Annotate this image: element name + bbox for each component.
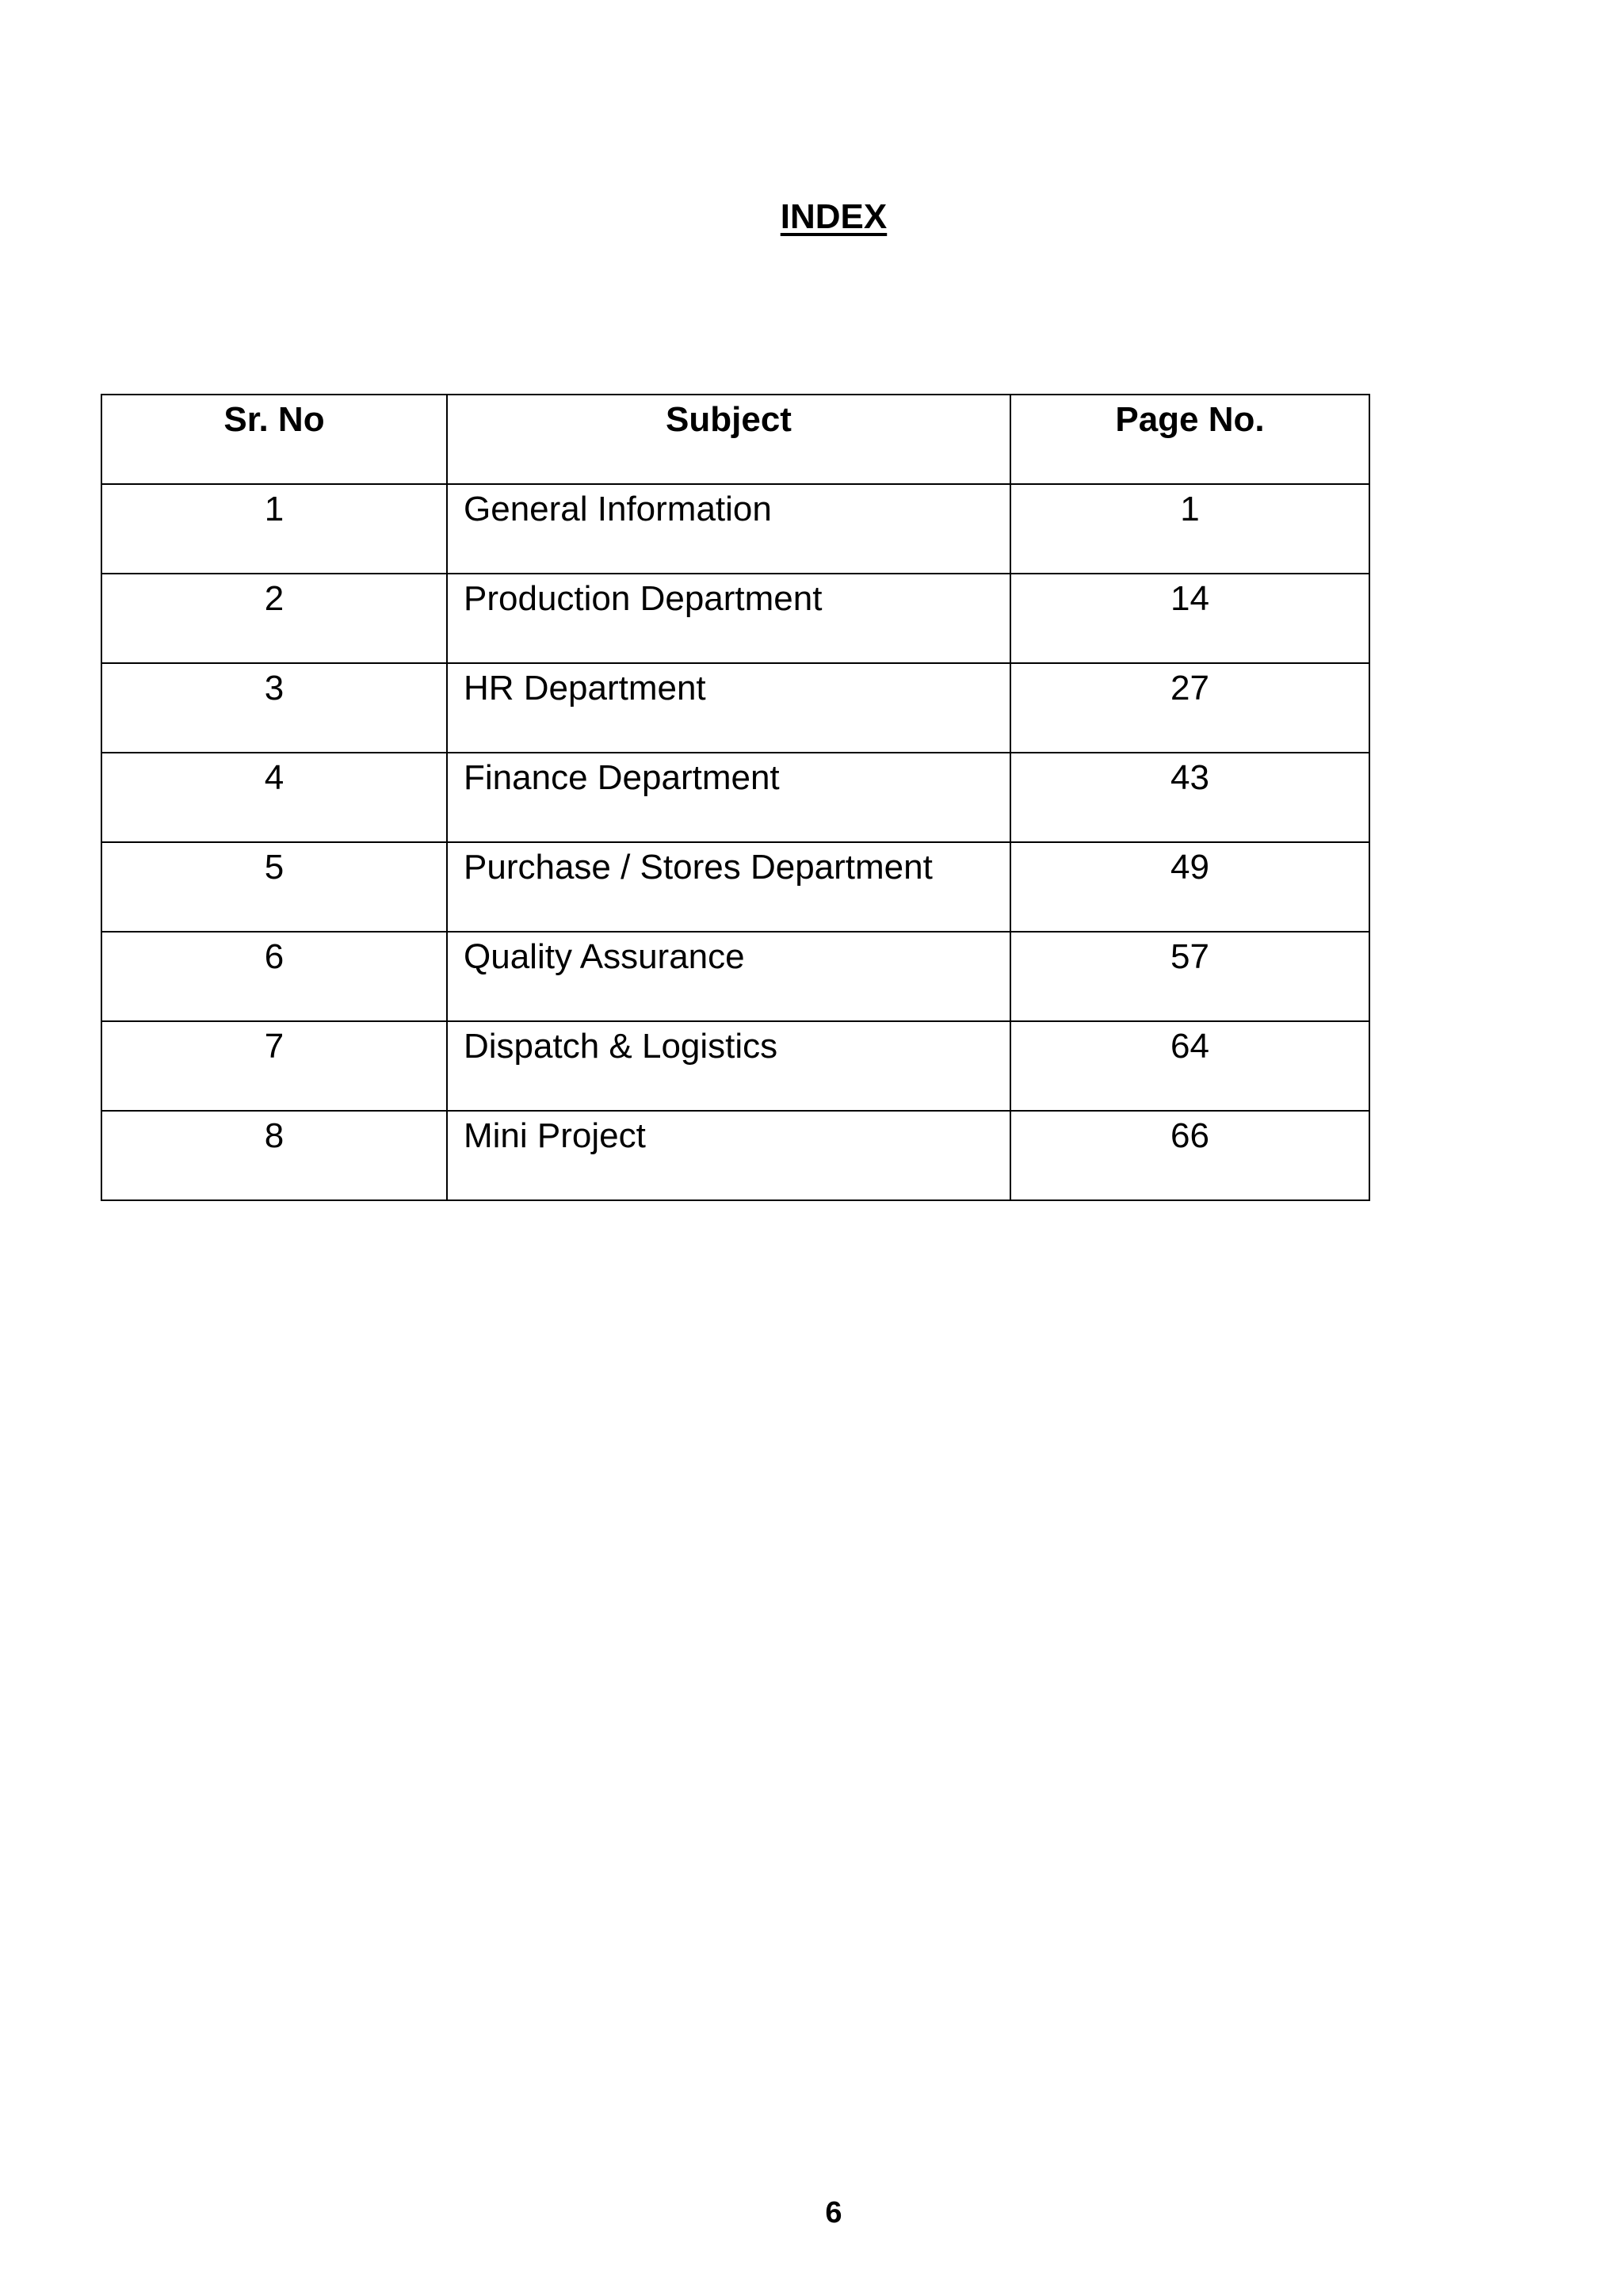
sr-no-cell: 3 (101, 663, 447, 753)
header-row (101, 395, 1369, 484)
sr-no-cell: 8 (101, 1111, 447, 1200)
subject-cell: Purchase / Stores Department (447, 842, 1010, 932)
table-row (101, 753, 1369, 842)
table-row (101, 842, 1369, 932)
index-table-header (101, 395, 1369, 484)
table-row (101, 484, 1369, 574)
page-no-cell: 64 (1010, 1021, 1369, 1111)
page-no-cell: 27 (1010, 663, 1369, 753)
header-subject: Subject (447, 395, 1010, 484)
sr-no-cell: 5 (101, 842, 447, 932)
page-no-cell: 49 (1010, 842, 1369, 932)
table-row (101, 1111, 1369, 1200)
subject-cell: Production Department (447, 574, 1010, 663)
page-no-cell: 66 (1010, 1111, 1369, 1200)
page-number: 6 (825, 2196, 842, 2229)
page-no-cell: 1 (1010, 484, 1369, 574)
sr-no-cell: 7 (101, 1021, 447, 1111)
table-row (101, 574, 1369, 663)
header-sr-no: Sr. No (101, 395, 447, 484)
sr-no-cell: 4 (101, 753, 447, 842)
subject-cell: Quality Assurance (447, 932, 1010, 1021)
sr-no-cell: 1 (101, 484, 447, 574)
table-row (101, 932, 1369, 1021)
sr-no-cell: 2 (101, 574, 447, 663)
subject-cell: Finance Department (447, 753, 1010, 842)
subject-cell: HR Department (447, 663, 1010, 753)
page-no-cell: 57 (1010, 932, 1369, 1021)
table-row (101, 663, 1369, 753)
page-title: INDEX (780, 197, 888, 236)
subject-cell: General Information (447, 484, 1010, 574)
page-no-cell: 14 (1010, 574, 1369, 663)
index-table-body (101, 484, 1369, 1200)
header-page-no: Page No. (1010, 395, 1369, 484)
subject-cell: Dispatch & Logistics (447, 1021, 1010, 1111)
index-table (101, 394, 1370, 1201)
subject-cell: Mini Project (447, 1111, 1010, 1200)
table-row (101, 1021, 1369, 1111)
sr-no-cell: 6 (101, 932, 447, 1021)
page-no-cell: 43 (1010, 753, 1369, 842)
